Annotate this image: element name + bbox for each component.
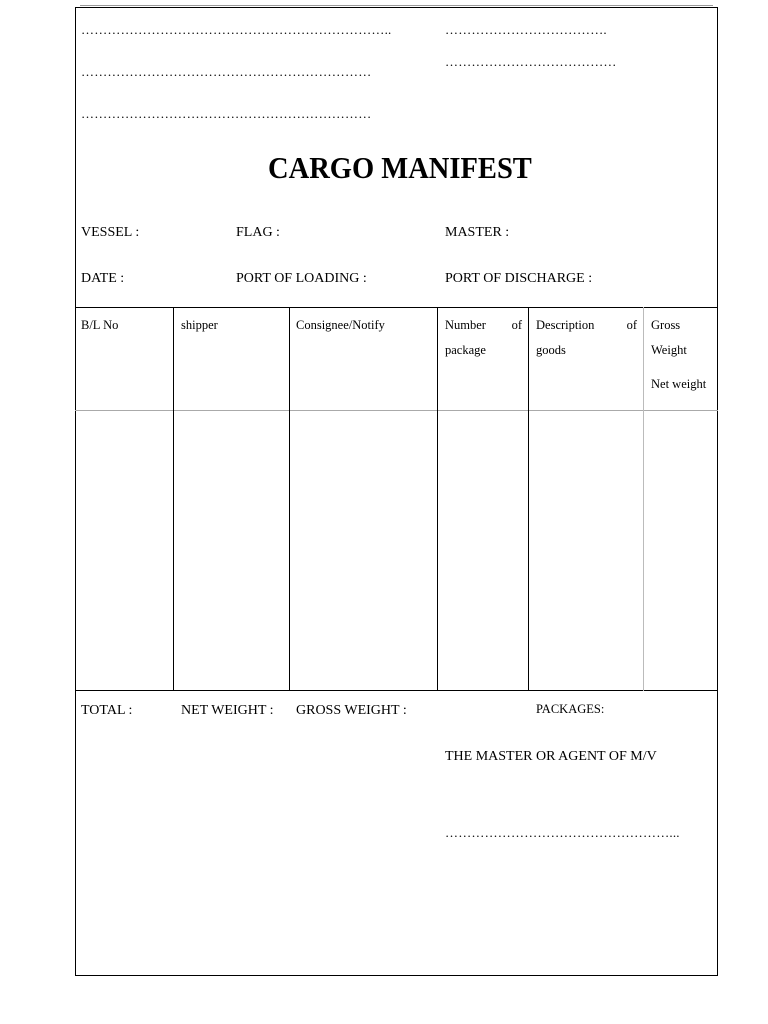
header-dots-left-3: ………………………………………………………… xyxy=(81,106,372,121)
column-divider-4 xyxy=(528,307,529,691)
column-header-description-word: Description xyxy=(536,318,595,332)
column-divider-2 xyxy=(289,307,290,691)
column-header-consignee: Consignee/Notify xyxy=(296,318,385,332)
vessel-label: VESSEL : xyxy=(81,225,140,240)
header-dots-left-2: ………………………………………………………… xyxy=(81,64,372,79)
header-dots-right-1: ………………………………. xyxy=(445,22,607,37)
port-of-loading-label: PORT OF LOADING : xyxy=(236,271,367,286)
gross-weight-label: GROSS WEIGHT : xyxy=(296,703,407,718)
column-header-description-of: of xyxy=(626,318,637,332)
date-label: DATE : xyxy=(81,271,125,286)
table-header-divider xyxy=(75,410,718,411)
header-dots-right-2: ………………………………… xyxy=(445,54,617,69)
column-header-shipper: shipper xyxy=(181,318,218,332)
column-header-bl-no: B/L No xyxy=(81,318,119,332)
table-bottom-border xyxy=(75,690,718,691)
column-header-description-row xyxy=(536,318,637,333)
column-divider-5 xyxy=(643,307,644,691)
column-header-number-row xyxy=(445,318,522,333)
column-divider-1 xyxy=(173,307,174,691)
column-header-number-word: Number xyxy=(445,318,486,332)
document-title: CARGO MANIFEST xyxy=(268,150,532,185)
column-header-package: package xyxy=(445,343,486,357)
column-divider-3 xyxy=(437,307,438,691)
packages-label: PACKAGES: xyxy=(536,702,605,716)
column-header-weight: Weight xyxy=(651,343,687,357)
table-top-border xyxy=(75,307,718,308)
column-header-net-weight: Net weight xyxy=(651,377,707,391)
column-header-gross: Gross xyxy=(651,318,681,332)
net-weight-label: NET WEIGHT : xyxy=(181,703,274,718)
column-header-number-of: of xyxy=(511,318,522,332)
top-edge-line xyxy=(80,5,713,6)
port-of-discharge-label: PORT OF DISCHARGE : xyxy=(445,271,593,286)
column-header-goods: goods xyxy=(536,343,566,357)
signature-dots: ……………………………………………... xyxy=(445,825,680,840)
header-dots-left-1: …………………………………………………………….. xyxy=(81,22,392,37)
total-label: TOTAL : xyxy=(81,703,133,718)
flag-label: FLAG : xyxy=(236,225,280,240)
master-agent-label: THE MASTER OR AGENT OF M/V xyxy=(445,749,657,764)
master-label: MASTER : xyxy=(445,225,510,240)
